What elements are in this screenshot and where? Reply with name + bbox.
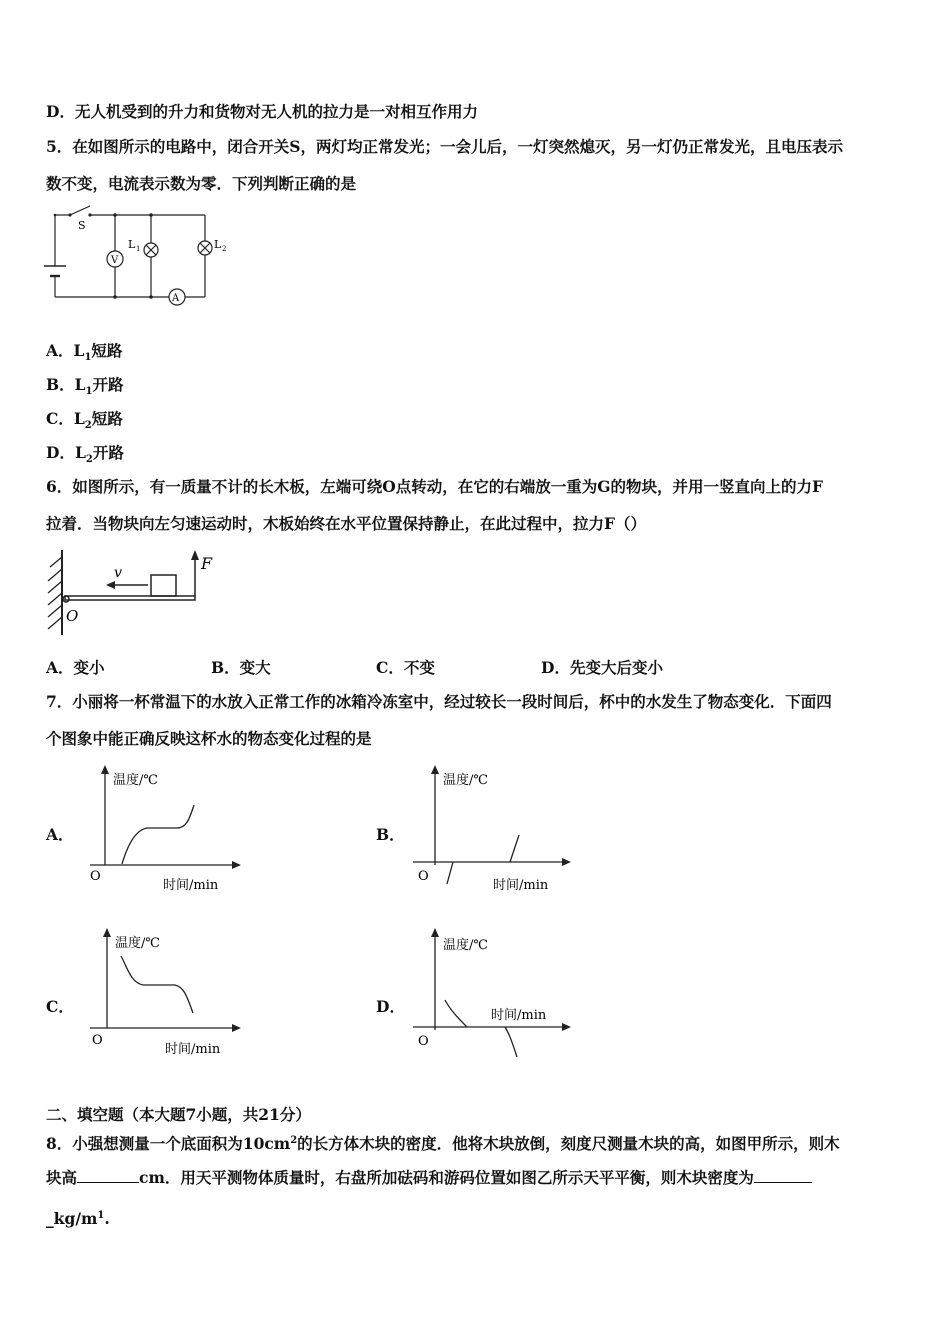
switch-label: S [78, 219, 86, 232]
q6-stem-line2: 拉着．当物块向左匀速运动时，木板始终在水平位置保持静止，在此过程中，拉力F（） [46, 514, 647, 533]
pivot-label: O [66, 607, 79, 625]
q5-option-d: D．$L_2$开路 [46, 443, 124, 466]
graph-c-ylabel: 温度/℃ [115, 936, 160, 951]
graph-b-xlabel: 时间/min [493, 878, 549, 893]
graph-d-letter: D． [376, 997, 405, 1016]
q8-line3: $\_kg/m^1$. [46, 1209, 110, 1229]
force-label: F [201, 554, 213, 573]
q5-stem-line1: 5．在如图所示的电路中，闭合开关S，两灯均正常发光；一会儿后，一灯突然熄灭，另一灯仍正常发光，且电压表示 [46, 137, 843, 156]
q6-stem-line1: 6．如图所示，有一质量不计的长木板，左端可绕O点转动，在它的右端放一重为G的物块，并用一竖直向上的力F [46, 477, 824, 496]
q6-option-a: A．变小 [46, 658, 105, 677]
q4-option-d: D．无人机受到的升力和货物对无人机的拉力是一对相互作用力 [46, 102, 478, 121]
q5-option-b: B．$L_1$开路 [46, 375, 124, 398]
graph-a-origin: O [90, 869, 101, 884]
graph-d [405, 925, 575, 1065]
graph-b-segment-2 [510, 835, 519, 862]
q8-blank-density[interactable] [754, 1168, 812, 1183]
graph-a-curve [122, 805, 194, 864]
graph-d-curve-1 [445, 1000, 467, 1027]
graph-c-xlabel: 时间/min [165, 1042, 221, 1057]
graph-c [75, 925, 245, 1060]
graph-a-xlabel: 时间/min [163, 878, 219, 893]
q5-circuit-diagram [40, 200, 240, 310]
graph-a-ylabel: 温度/℃ [113, 773, 158, 788]
lamp2-subscript: 2 [222, 245, 227, 253]
q7-stem-line2: 个图象中能正确反映这杯水的物态变化过程的是 [46, 729, 372, 748]
graph-b [405, 762, 575, 897]
graph-b-letter: B． [376, 825, 405, 844]
q7-stem-line1: 7．小丽将一杯常温下的水放入正常工作的冰箱冷冻室中，经过较长一段时间后，杯中的水发生了物态变化．下面四 [46, 692, 832, 711]
q6-option-d: D．先变大后变小 [541, 658, 663, 677]
q5-stem-line2: 数不变，电流表示数为零．下列判断正确的是 [46, 174, 357, 193]
graph-b-origin: O [418, 869, 429, 884]
section2-heading: 二、填空题（本大题7小题，共21分） [46, 1105, 311, 1124]
graph-c-curve [121, 956, 193, 1013]
q6-lever-diagram [40, 545, 230, 640]
ammeter-label: A [172, 293, 180, 304]
q8-line2: 块高 cm．用天平测物体质量时，右盘所加砝码和游码位置如图乙所示天平平衡，则木块密度为 [46, 1168, 812, 1188]
switch-blade [70, 206, 90, 215]
q5-option-c: C．$L_2$短路 [46, 409, 123, 432]
q6-option-c: C．不变 [376, 658, 435, 677]
block [151, 575, 176, 596]
graph-c-origin: O [92, 1033, 103, 1048]
q5-option-a: A．$L_1$短路 [46, 341, 123, 364]
graph-d-xlabel: 时间/min [491, 1008, 547, 1023]
graph-d-ylabel: 温度/℃ [443, 938, 488, 953]
graph-b-segment-1 [447, 862, 453, 884]
velocity-label: v [114, 565, 122, 581]
graph-a [75, 762, 245, 897]
lamp1-subscript: 1 [136, 245, 141, 253]
lamp2-label: L [214, 238, 222, 251]
q8-line1: 8．小强想测量一个底面积为$10cm^2$的长方体木块的密度．他将木块放倒，刻度尺测量木块的高，如图甲所示，则木 [46, 1134, 840, 1154]
graph-c-letter: C． [46, 997, 74, 1016]
graph-a-letter: A． [46, 825, 74, 844]
graph-d-curve-2 [505, 1027, 517, 1057]
q8-blank-height[interactable] [77, 1168, 139, 1183]
q6-option-b: B．变大 [211, 658, 271, 677]
graph-b-ylabel: 温度/℃ [443, 773, 488, 788]
lamp1-label: L [128, 238, 136, 251]
graph-d-origin: O [418, 1034, 429, 1049]
voltmeter-label: V [111, 255, 119, 266]
pivot-point [63, 596, 69, 602]
